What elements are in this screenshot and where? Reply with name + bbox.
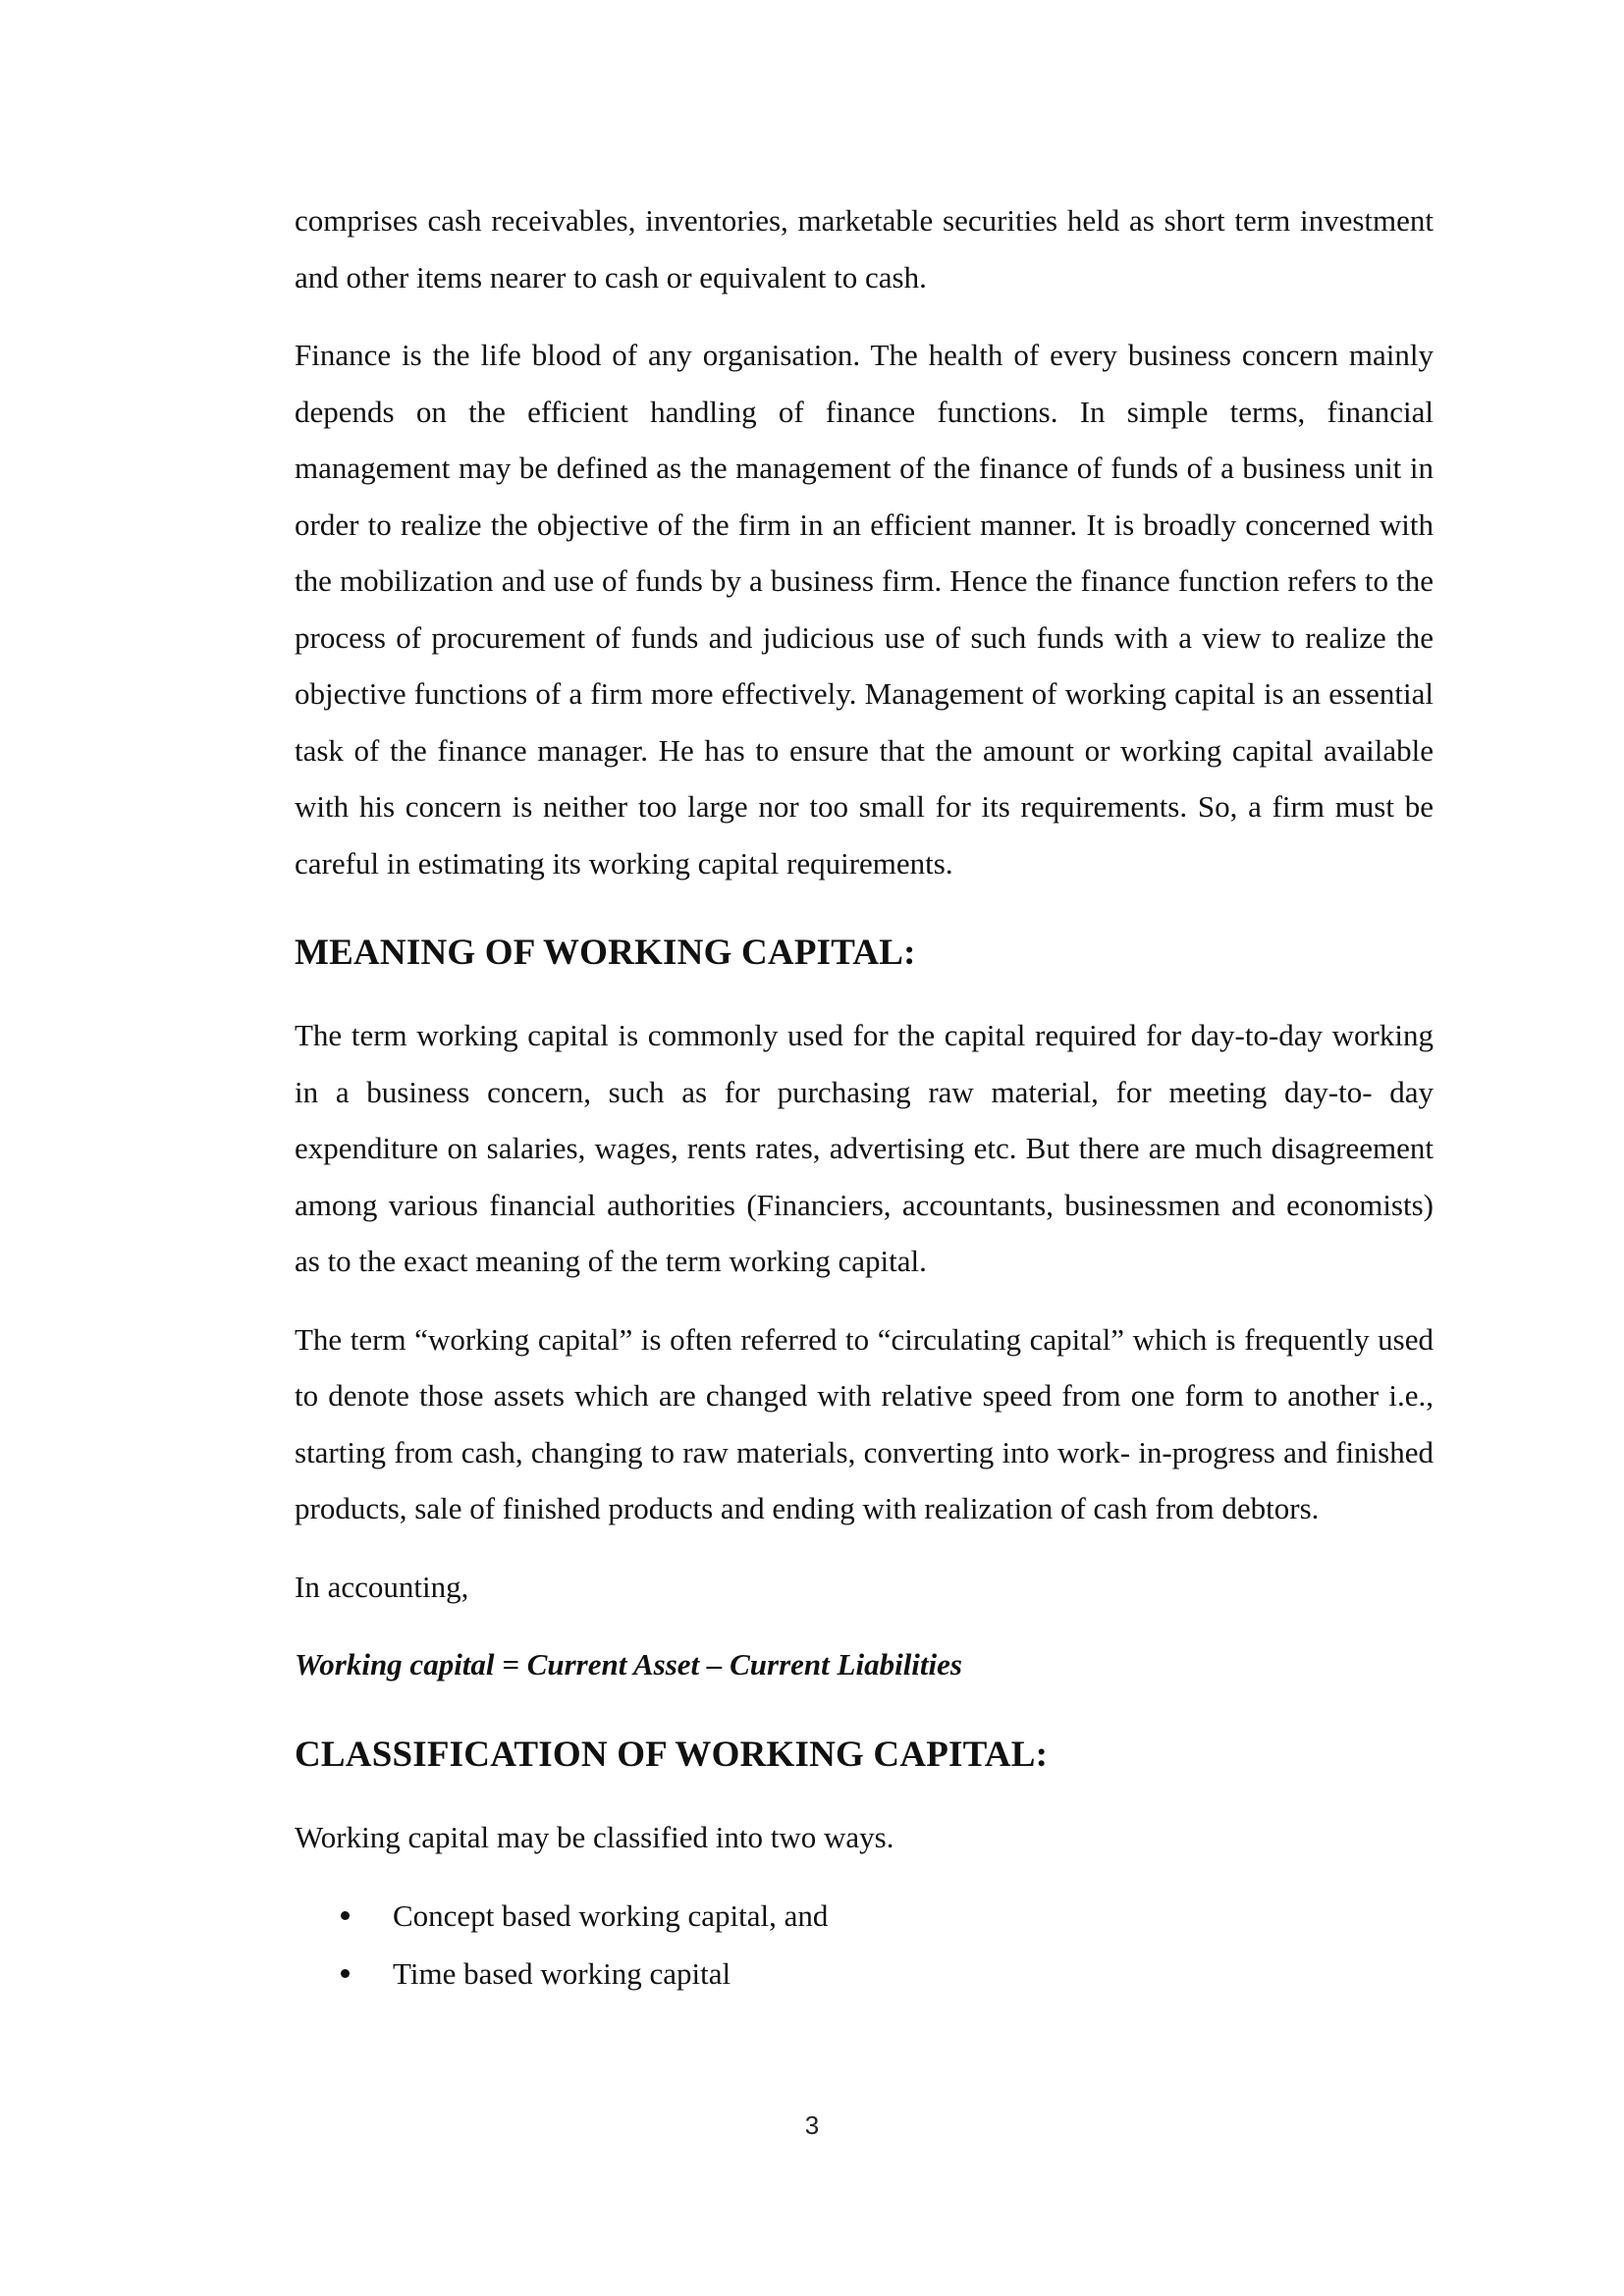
classification-list [295, 1887, 1434, 2002]
classification-intro: Working capital may be classified into two ways. [295, 1819, 894, 1854]
working-capital-formula: Working capital = Current Asset – Current Liabilities [295, 1647, 962, 1682]
list-item-text: Time based working capital [393, 1956, 731, 1991]
meaning-paragraph-3: In accounting, [295, 1569, 469, 1604]
intro-paragraph-2: Finance is the life blood of any organisation. The health of every business concern mainly depends on the efficient handling of finance functions. In simple terms, financial management may be defined as the management of the finance of funds of a business unit in order to realize the objective of the firm in an efficient manner. It is broadly concerned with the mobilization and use of funds by a business firm. Hence the finance function refers to the process of procurement of funds and judicious use of such funds with a view to realize the objective functions of a firm more effectively. Management of working capital is an essential task of the finance manager. He has to ensure that the amount or working capital available with his concern is neither too large nor too small for its requirements. So, a firm must be careful in estimating its working capital requirements. [295, 338, 1434, 881]
list-item [295, 1887, 1434, 1945]
meaning-heading: MEANING OF WORKING CAPITAL: [295, 933, 916, 973]
list-item-text: Concept based working capital, and [393, 1898, 829, 1933]
meaning-paragraph-2: The term “working capital” is often referred to “circulating capital” which is frequently used to denote those assets which are changed with relative speed from one form to another i.e., starting from cash, changing to raw materials, converting into work- in-progress and finished products, sale of finished products and ending with realization of cash from debtors. [295, 1321, 1434, 1525]
meaning-paragraph-1: The term working capital is commonly used for the capital required for day-to-day working in a business concern, such as for purchasing raw material, for meeting day-to- day expenditure on salaries, wages, rents rates, advertising etc. But there are much disagreement among various financial authorities (Financiers, accountants, businessmen and economists) as to the exact meaning of the term working capital. [295, 1018, 1434, 1278]
intro-paragraph-1: comprises cash receivables, inventories, marketable securities held as short term investment and other items nearer to cash or equivalent to cash. [295, 203, 1434, 294]
bullet-icon [341, 1911, 350, 1920]
page-number: 3 [804, 2110, 820, 2140]
list-item [295, 1945, 1434, 2002]
bullet-icon [341, 1969, 350, 1978]
classification-heading: CLASSIFICATION OF WORKING CAPITAL: [295, 1734, 1049, 1775]
document-page [295, 192, 1434, 2002]
